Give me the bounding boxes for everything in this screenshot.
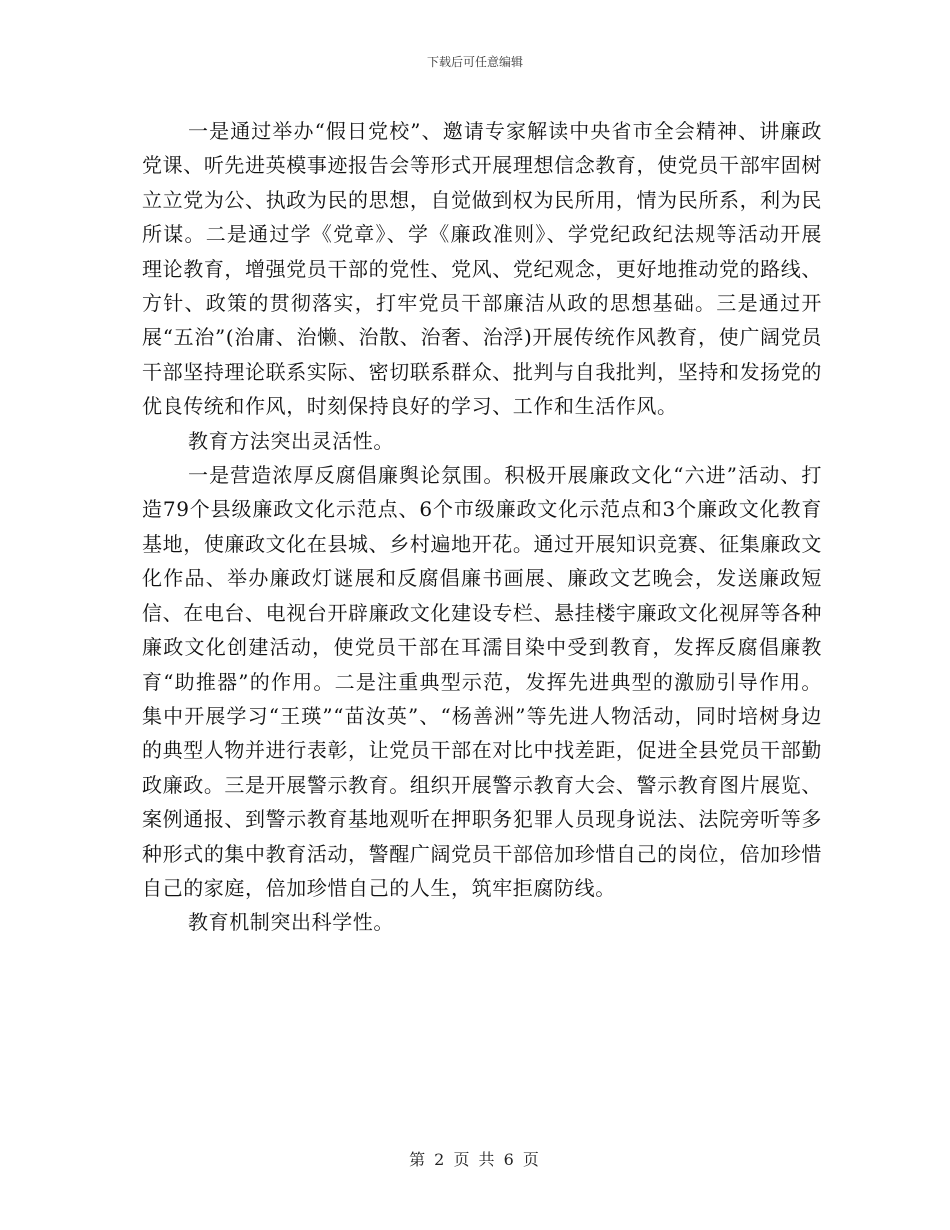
section-heading-scientific: 教育机制突出科学性。 <box>188 910 394 935</box>
page-header: 下载后可任意编辑 <box>426 55 523 69</box>
paragraph-education-methods: 一是营造浓厚反腐倡廉舆论氛围。积极开展廉政文化“六进”活动、打造79个县级廉政文化示范点、6个市级廉政文化示范点和3个廉政文化教育基地，使廉政文化在县城、乡村遍地开花。通过开展知识竞赛、征集廉政文化作品、举办廉政灯谜展和反腐倡廉书画展、廉政文艺晚会，发送廉政短信、在电台、电视台开辟廉政文化建设专栏、悬挂楼宇廉政文化视屏等各种廉政文化创建活动，使党员干部在耳濡目染中受到教育，发挥反腐倡廉教育“助推器”的作用。二是注重典型示范，发挥先进典型的激励引导作用。集中开展学习“王瑛”“苗汝英”、“杨善洲”等先进人物活动，同时培树身边的典型人物并进行表彰，让党员干部在对比中找差距，促进全县党员干部勤政廉政。三是开展警示教育。组织开展警示教育大会、警示教育图片展览、案例通报、到警示教育基地观听在押职务犯罪人员现身说法、法院旁听等多种形式的集中教育活动，警醒广阔党员干部倍加珍惜自己的岗位，倍加珍惜自己的家庭，倍加珍惜自己的人生，筑牢拒腐防线。 <box>142 463 822 900</box>
document-body <box>142 114 822 940</box>
page-number: 第 2 页 共 6 页 <box>409 1150 541 1169</box>
section-heading-flexibility: 教育方法突出灵活性。 <box>188 428 394 453</box>
paragraph-ideals-education: 一是通过举办“假日党校”、邀请专家解读中央省市全会精神、讲廉政党课、听先进英模事迹报告会等形式开展理想信念教育，使党员干部牢固树立立党为公、执政为民的思想，自觉做到权为民所用，情为民所系，利为民所谋。二是通过学《党章》、学《廉政准则》、学党纪政纪法规等活动开展理论教育，增强党员干部的党性、党风、党纪观念，更好地推动党的路线、方针、政策的贯彻落实，打牢党员干部廉洁从政的思想基础。三是通过开展“五治”(治庸、治懒、治散、治奢、治浮)开展传统作风教育，使广阔党员干部坚持理论联系实际、密切联系群众、批判与自我批判，坚持和发扬党的优良传统和作风，时刻保持良好的学习、工作和生活作风。 <box>142 119 822 419</box>
